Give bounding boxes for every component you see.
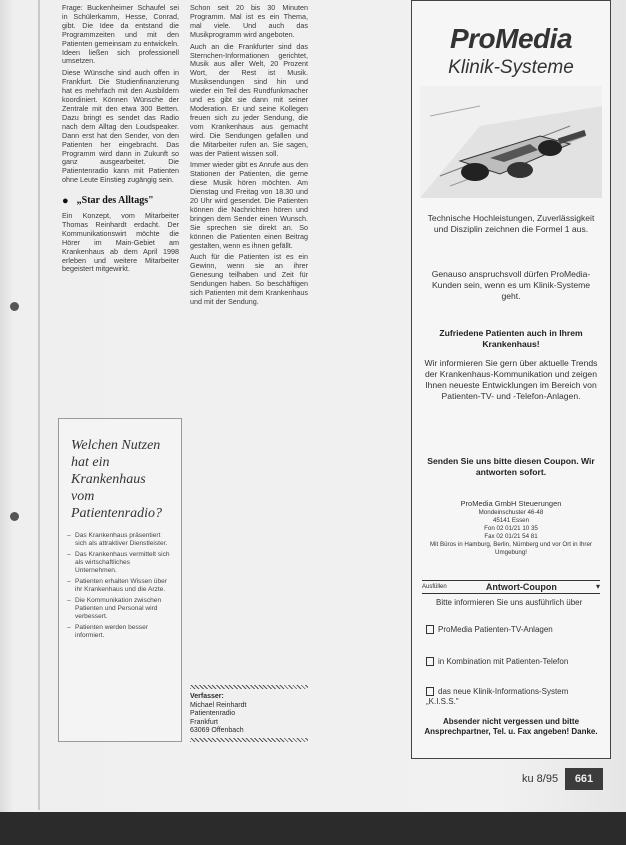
section-heading [62, 197, 179, 206]
address-line: Fax 02 01/21 54 81 [484, 533, 538, 540]
checkbox-icon[interactable] [426, 657, 434, 666]
coupon-header [422, 580, 600, 594]
author-box [190, 683, 308, 744]
paragraph: Ein Konzept, vom Mitarbeiter Thomas Reinhardt erdacht. Der Kommunikationswirt möchte die Hörer im Main-Gebiet am Krankenhaus ab dem April 1998 erleben und weitere Mitarbeiter begeistert mitgewirkt. [62, 211, 179, 274]
scan-edge [0, 812, 626, 845]
coupon-title: Antwort-Coupon [485, 582, 557, 592]
left-text-column [62, 4, 179, 277]
list-item: – Patienten erhalten Wissen über ihr Krankenhaus und die Arzte. [75, 578, 173, 594]
coupon-intro: Bitte informieren Sie uns ausführlich über [436, 598, 583, 607]
promedia-advertisement [411, 0, 611, 759]
sidebar-list [59, 532, 181, 640]
option-label: das neue Klinik-Informations-System „K.I.S.S." [426, 687, 569, 706]
sidebar-title: Welchen Nutzen hat ein Krankenhaus vom Patientenradio? [71, 438, 162, 521]
author-line: 63069 Offenbach [190, 727, 244, 734]
ad-headline: Senden Sie uns bitte diesen Coupon. Wir antworten sofort. [427, 456, 595, 477]
checkbox-icon[interactable] [426, 625, 434, 634]
coupon-footer: Absender nicht vergessen und bitte Ansprechpartner, Tel. u. Fax angeben! Danke. [424, 717, 598, 736]
address-line: 45141 Essen [492, 517, 530, 524]
address-line: Fon 02 01/21 10 35 [484, 525, 538, 532]
ad-paragraph: Technische Hochleistungen, Zuverlässigkeit und Disziplin zeichnen die Formel 1 aus. [427, 213, 595, 234]
paragraph: Frage: Buckenheimer Schaufel sei in Schülerkamm, Hesse, Conrad, gibt. Die Idee da entstand die Programmzeiten und mit den Patienten gemeinsam zu entwickeln. Ideen ließen sich professionell umsetzen. [62, 3, 179, 66]
brand-subtitle: Klinik-Systeme [448, 57, 574, 78]
arrow-icon: ▾ [595, 582, 600, 591]
punch-hole [10, 512, 19, 521]
zigzag-divider [190, 738, 308, 742]
author-label: Verfasser: [190, 693, 224, 700]
middle-text-column [190, 4, 308, 310]
paragraph: Schon seit 20 bis 30 Minuten Programm. Mal ist es ein Thema, mal viele. Und auch das Musikprogramm wird angeboten. [190, 3, 308, 39]
author-line: Frankfurt [190, 718, 219, 726]
checkbox-icon[interactable] [426, 687, 434, 696]
company-name: ProMedia GmbH Steuerungen [460, 499, 562, 508]
company-address [422, 509, 600, 557]
author-line: Patientenradio [190, 710, 236, 717]
address-line: Mit Büros in Hamburg, Berlin, Nürnberg und vor Ort in Ihrer Umgebung! [430, 541, 592, 556]
paragraph: Auch an die Frankfurter sind das Sternchen-Informationen gerichtet, Musik aus aller Welt, 20 Prozent Wort, der Rest ist Musik. Musiksendungen sind hin und wieder ein Teil des Rundfunkmacher und es gibt sie dann mit seiner Moderation. Er und seine Kollegen freuen sich zu jeder Sendung, die vom Krankenhaus aus gemacht wird. Die Sendungen gefallen und die Mitarbeiter rufen an. Sie sagen, was der Patient wissen soll. [190, 41, 308, 158]
paragraph: Auch für die Patienten ist es ein Gewinn, wenn sie an ihrer Genesung teilhaben und Zeit für Sendungen haben. So beschäftigen sich Patienten mit dem Krankenhaus und mit der Sendung. [190, 252, 308, 306]
list-item: – Die Kommunikation zwischen Patienten und Personal wird verbessert. [75, 597, 173, 621]
coupon-option[interactable] [426, 687, 600, 707]
coupon-option[interactable] [426, 657, 600, 667]
ad-paragraph: Genauso anspruchsvoll dürfen ProMedia-Kunden sein, wenn es um Klinik-Systeme geht. [431, 269, 591, 301]
paragraph: Diese Wünsche sind auch offen in Frankfurt. Die Studienfinanzierung hat es mehrfach mit den Ausbildern koordiniert. Können Wünsche der Zentrale mit den etwa 300 Betten. Dazu bringt es sendet das Radio nach dem Alltag den Loudspeaker. Dann erst hat den Sender, von den Patienten her eingebracht. Das Programm wird dann in Zukunft so ganz ausgearbeitet. Die Patientenradio kann mit Patienten ohne Leute Einstieg zugängig sein. [62, 68, 179, 185]
heading-text: „Star des Alltags" [76, 195, 154, 207]
list-item: – Das Krankenhaus vermittelt sich als wirtschaftliches Unternehmen. [75, 551, 173, 575]
page-fold-line [38, 0, 40, 810]
list-item: – Patienten werden besser informiert. [75, 624, 173, 640]
punch-hole [10, 302, 19, 311]
ad-headline: Zufriedene Patienten auch in Ihrem Krankenhaus! [439, 328, 583, 349]
coupon-option[interactable] [426, 625, 600, 635]
author-line: Michael Reinhardt [190, 701, 247, 709]
option-label: ProMedia Patienten-TV-Anlagen [438, 625, 553, 634]
sidebar-box [58, 418, 182, 742]
race-car-illustration [420, 86, 602, 198]
page-number: 661 [565, 768, 603, 790]
address-line: Mondeinschuster 46-48 [478, 509, 544, 516]
list-item: – Das Krankenhaus präsentiert sich als attraktiver Dienstleister. [75, 532, 173, 548]
issue-label: ku 8/95 [522, 773, 559, 785]
brand-logo: ProMedia [449, 23, 573, 54]
option-label: in Kombination mit Patienten-Telefon [438, 657, 569, 666]
ad-paragraph: Wir informieren Sie gern über aktuelle Trends der Krankenhaus-Kommunikation und zeigen Ihnen neueste Entwicklungen im Bereich von Patienten-TV- und -Telefon-Anlagen. [424, 358, 598, 401]
coupon-cut-label: Ausfüllen [422, 584, 447, 590]
paragraph: Immer wieder gibt es Anrufe aus den Stationen der Patienten, die gerne diese Musik hören möchten. Am Dienstag und Freitag von 18.30 und 20 Uhr wird gesendet. Die Patienten können die Nachrichten hören und bringen dem Sender einen Wunsch. Sie sprechen sie direkt an. So können die Patienten einen Beitrag gestalten, wenn es ihnen gefällt. [190, 160, 308, 250]
bullet-icon: ● [62, 195, 69, 208]
zigzag-divider [190, 685, 308, 689]
